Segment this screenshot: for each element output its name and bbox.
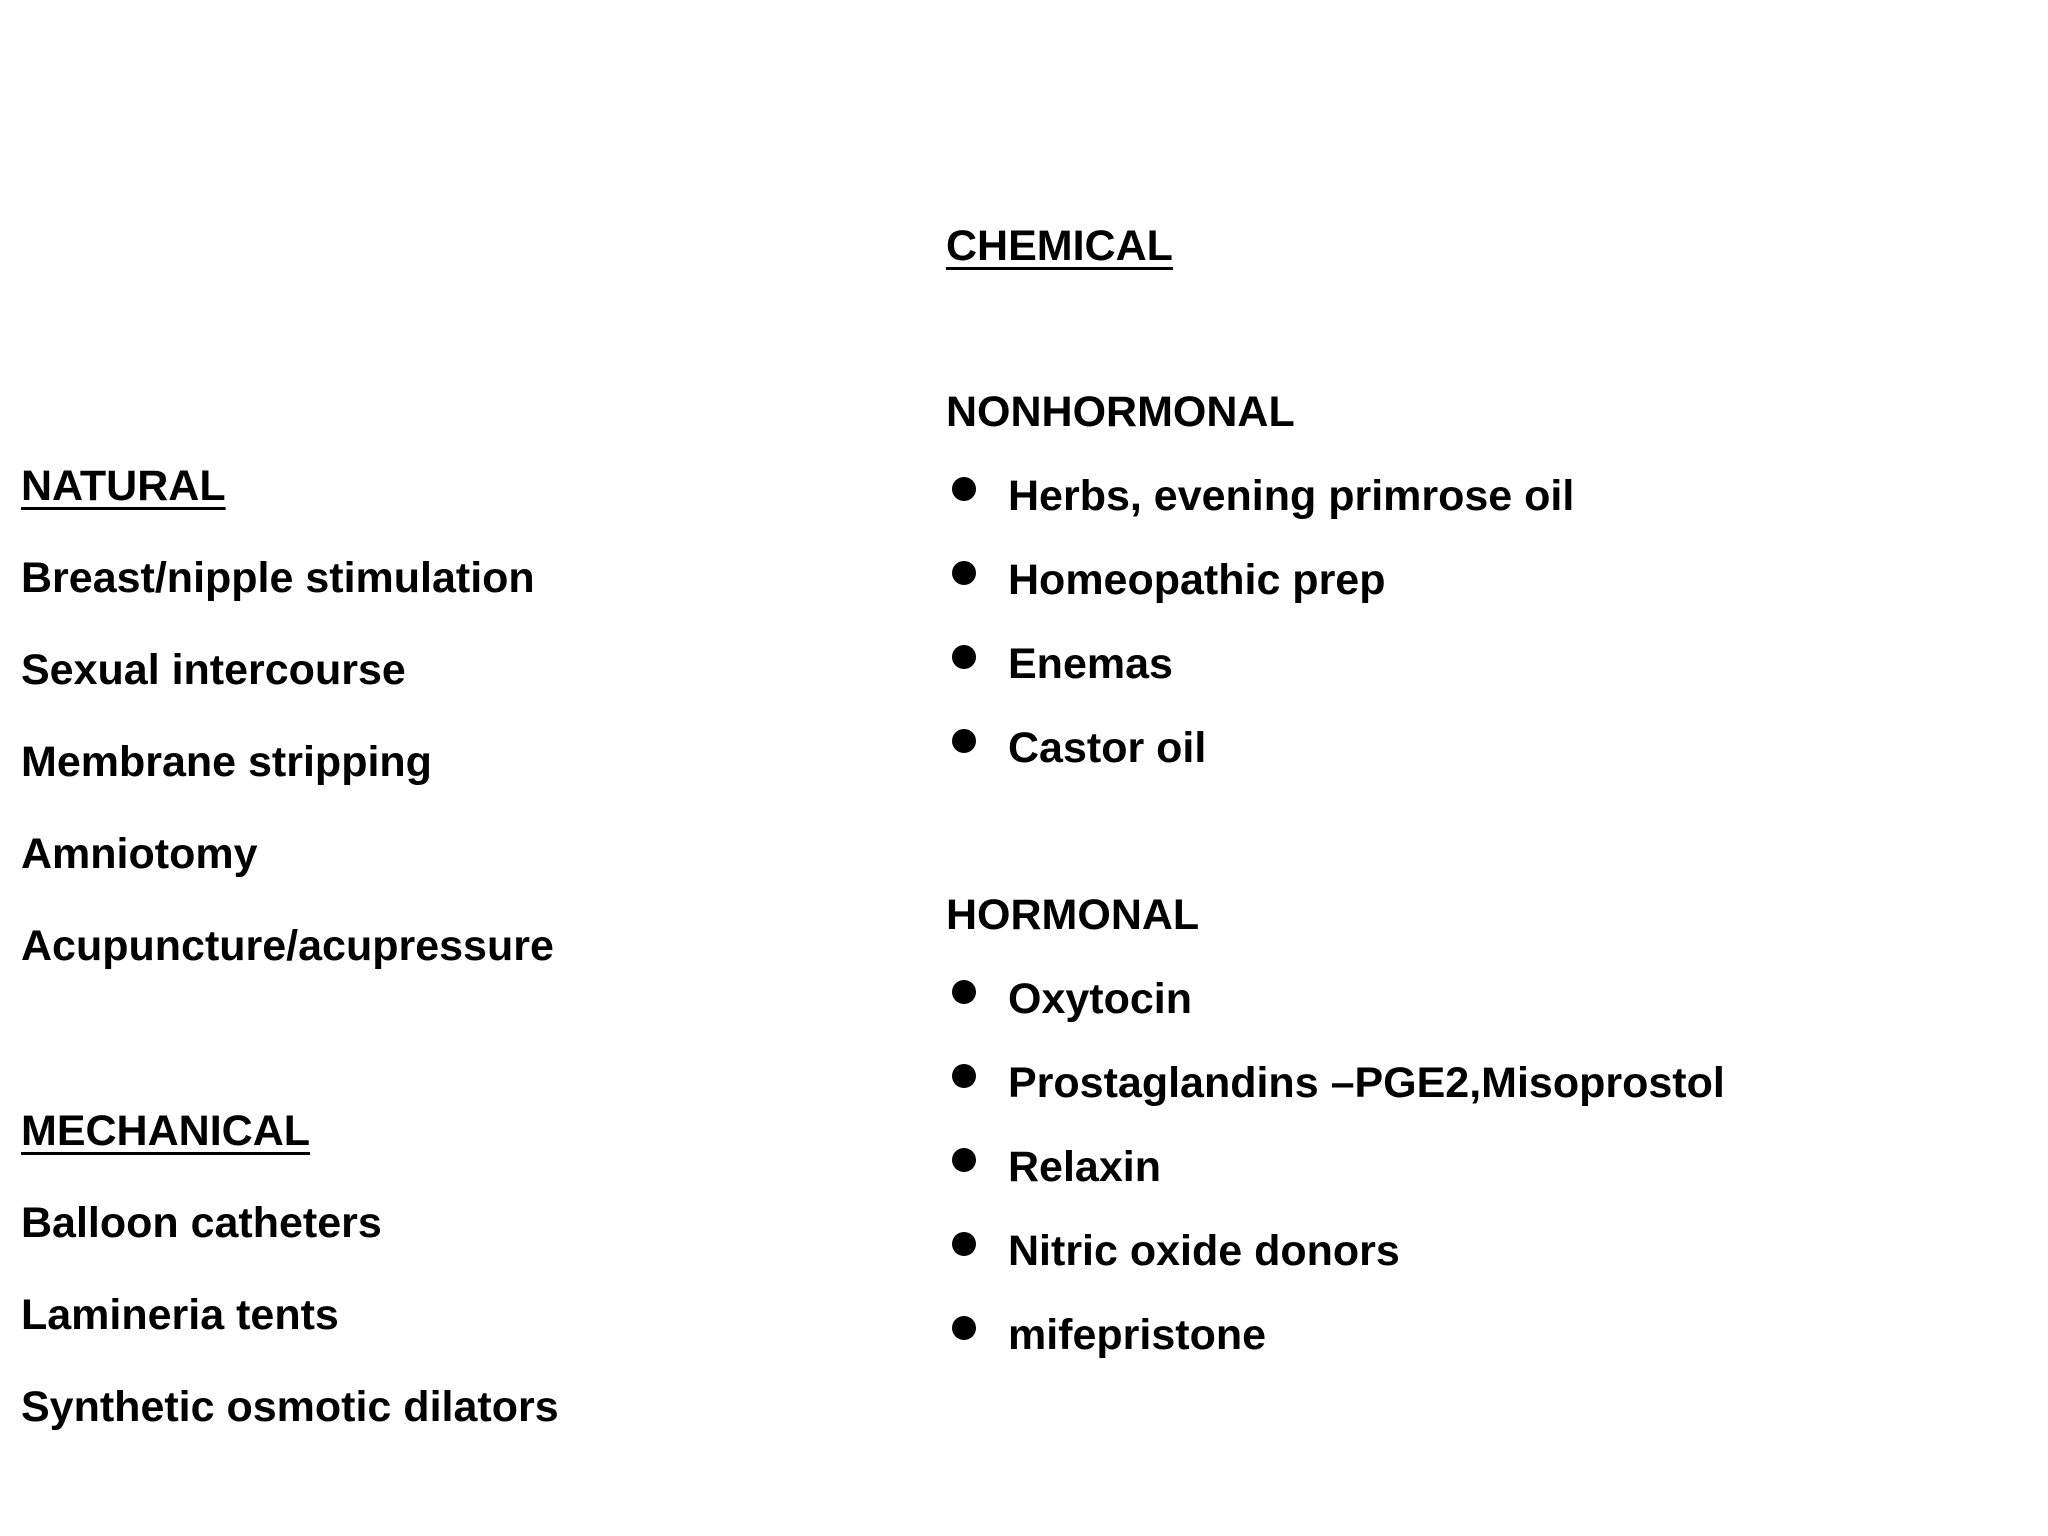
nonhormonal-item-enemas: Enemas (1008, 640, 1173, 688)
bullet-icon (952, 980, 976, 1004)
natural-item-sexual-intercourse: Sexual intercourse (21, 646, 406, 694)
bullet-icon (952, 477, 976, 501)
hormonal-item-oxytocin: Oxytocin (1008, 975, 1192, 1023)
hormonal-item-nitric-oxide: Nitric oxide donors (1008, 1227, 1400, 1275)
mechanical-item-lamineria-tents: Lamineria tents (21, 1291, 339, 1339)
natural-item-acupuncture: Acupuncture/acupressure (21, 922, 554, 970)
bullet-icon (952, 1232, 976, 1256)
chemical-heading: CHEMICAL (946, 222, 1173, 270)
nonhormonal-heading: NONHORMONAL (946, 388, 1295, 436)
nonhormonal-item-castor-oil: Castor oil (1008, 724, 1207, 772)
bullet-icon (952, 1316, 976, 1340)
nonhormonal-item-homeopathic: Homeopathic prep (1008, 556, 1386, 604)
mechanical-item-osmotic-dilators: Synthetic osmotic dilators (21, 1383, 559, 1431)
mechanical-item-balloon-catheters: Balloon catheters (21, 1199, 382, 1247)
bullet-icon (952, 561, 976, 585)
nonhormonal-item-herbs: Herbs, evening primrose oil (1008, 472, 1575, 520)
bullet-icon (952, 729, 976, 753)
bullet-icon (952, 1148, 976, 1172)
mechanical-heading: MECHANICAL (21, 1107, 311, 1155)
bullet-icon (952, 1064, 976, 1088)
natural-item-breast-stimulation: Breast/nipple stimulation (21, 554, 535, 602)
bullet-icon (952, 645, 976, 669)
hormonal-item-relaxin: Relaxin (1008, 1143, 1161, 1191)
natural-heading: NATURAL (21, 462, 226, 510)
hormonal-heading: HORMONAL (946, 891, 1200, 939)
hormonal-item-mifepristone: mifepristone (1008, 1311, 1267, 1359)
natural-item-membrane-stripping: Membrane stripping (21, 738, 432, 786)
natural-item-amniotomy: Amniotomy (21, 830, 258, 878)
hormonal-item-prostaglandins: Prostaglandins –PGE2,Misoprostol (1008, 1059, 1725, 1107)
